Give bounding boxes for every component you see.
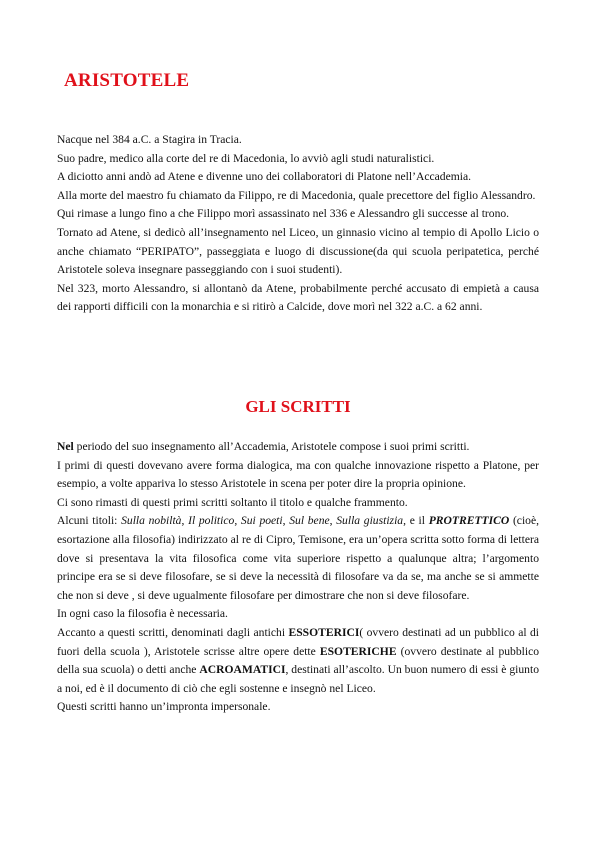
work-title: Sul bene [289, 514, 330, 528]
paragraph: Alla morte del maestro fu chiamato da Filippo, re di Macedonia, quale precettore del figlio Alessandro. [57, 188, 536, 202]
paragraph [57, 512, 539, 605]
text-run: (cioè, esortazione alla filosofia) indirizzato al re di Cipro, Temisone, era un’opera scritta sotto forma di lettera dove si presentava la vita filosofica come vita superiore rispetto a qualunque altra; l’argomento principe era se si deve filosofare, se si deve la necessità di filosofare va da se, ma anche se si ammette che non si deve , si deve ugualmente filosofare per dimostrare che non si deve filosofare. [57, 514, 540, 602]
paragraph: A diciotto anni andò ad Atene e divenne uno dei collaboratori di Platone nell’Accademia. [57, 170, 472, 184]
paragraph [57, 624, 539, 698]
paragraph: I primi di questi dovevano avere forma dialogica, ma con qualche innovazione rispetto a Platone, per esempio, a volte appariva lo stesso Aristotele in scena per poter dire la propria opinione. [57, 458, 539, 491]
writings-section [57, 438, 539, 717]
paragraph: In ogni caso la filosofia è necessaria. [57, 607, 228, 621]
bold-term: ESOTERICHE [319, 644, 397, 658]
work-title: PROTRETTICO [428, 514, 510, 528]
text-run: (ovvero destinate al pubblico della sua scuola) o detti anche [57, 644, 540, 677]
page-title: ARISTOTELE [64, 70, 190, 91]
bold-term: ACROAMATICI [199, 663, 286, 677]
bold-text: Nel [57, 440, 74, 453]
biography-section [57, 131, 539, 317]
text-run: , [234, 514, 241, 528]
work-title: Sulla giustizia [336, 514, 404, 528]
text-run: Accanto a questi scritti, denominati dagli antichi [57, 625, 289, 639]
paragraph: Nacque nel 384 a.C. a Stagira in Tracia. [57, 133, 242, 146]
text-run: , [329, 514, 337, 528]
section-heading: GLI SCRITTI [245, 397, 351, 416]
paragraph: Qui rimase a lungo fino a che Filippo morì assassinato nel 336 e Alessandro gli successe al trono. [57, 207, 510, 221]
work-title: Sui poeti [240, 514, 283, 528]
text-run: , destinati all’ascolto. Un buon numero di essi è giunto a noi, ed è il documento di ciò che egli sostenne e insegnò nel Liceo. [57, 663, 539, 695]
paragraph: Nel 323, morto Alessandro, si allontanò da Atene, probabilmente perché accusato di empietà a causa dei rapporti difficili con la monarchia e si ritirò a Calcide, dove morì nel 322 a.C. a 62 anni. [57, 281, 539, 314]
work-title: Il politico [188, 514, 235, 528]
work-title: Sulla nobiltà [121, 514, 182, 528]
text-run: periodo del suo insegnamento all’Accademia, Aristotele compose i suoi primi scritti. [73, 440, 470, 453]
text-run: , [282, 514, 290, 528]
text-run: , e il [403, 514, 429, 528]
bold-term: ESSOTERICI [288, 625, 360, 639]
text-run: Alcuni titoli: [57, 514, 122, 528]
paragraph: Suo padre, medico alla corte del re di Macedonia, lo avviò agli studi naturalistici. [57, 151, 435, 165]
text-run: , [181, 514, 189, 528]
paragraph: Tornato ad Atene, si dedicò all’insegnamento nel Liceo, un ginnasio vicino al tempio di Apollo Licio o anche chiamato “PERIPATO”, passeggiata e luogo di discussione(da qui scuola peripatetica, perché Aristotele soleva insegnare passeggiando con i suoi studenti). [57, 225, 539, 277]
paragraph: Questi scritti hanno un’impronta impersonale. [57, 700, 271, 714]
text-run: ( ovvero destinati ad un pubblico al di fuori della scuola ), Aristotele scrisse altre opere dette [57, 625, 539, 658]
paragraph: Ci sono rimasti di questi primi scritti soltanto il titolo e qualche frammento. [57, 495, 408, 509]
protrettico-title [429, 514, 510, 527]
paragraph [57, 438, 539, 457]
